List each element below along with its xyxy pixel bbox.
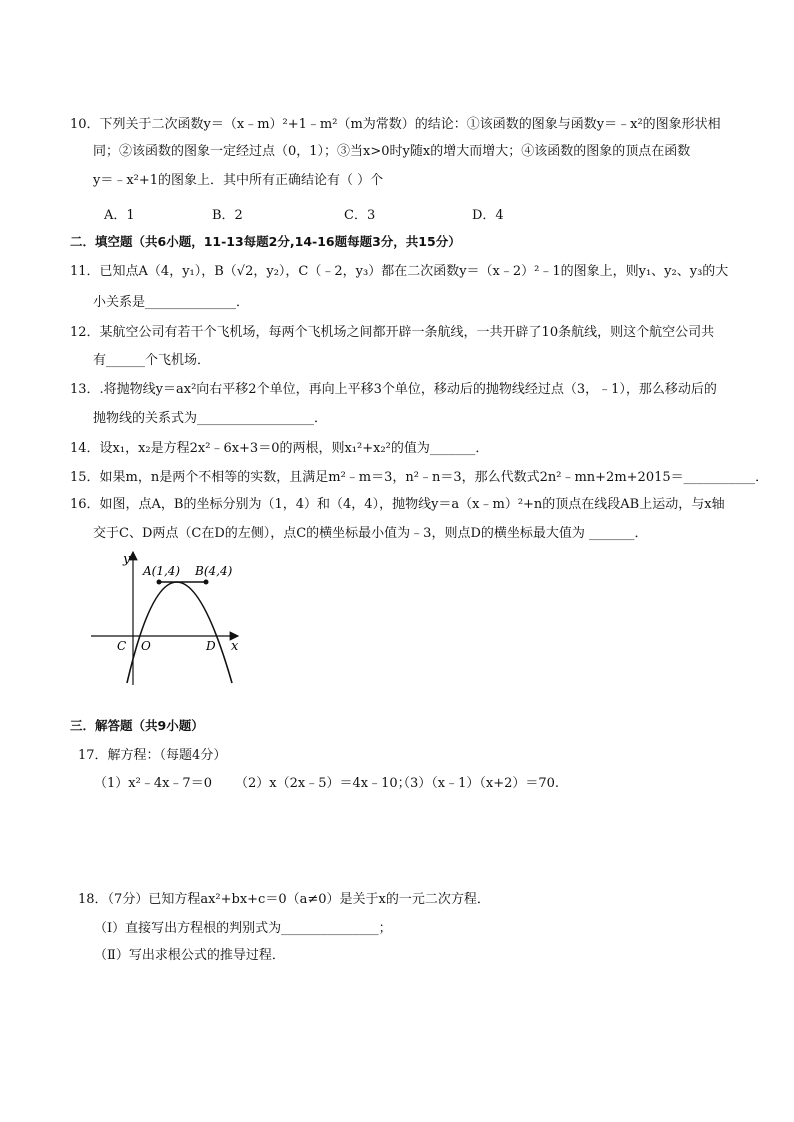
q16-line-1: 16．如图，点A，B的坐标分别为（1，4）和（4，4），抛物线y＝a（x﹣m）²+n的顶点在线段AB上运动，与x轴 [70, 497, 725, 512]
q17-part-1: （1）x²﹣4x﹣7＝0 [94, 776, 212, 791]
label-o: O [141, 639, 151, 653]
q16-line-2: 交于C、D两点（C在D的左侧），点C的横坐标最小值为﹣3，则点D的横坐标最大值为 _______． [93, 526, 648, 541]
q14-line: 14．设x₁，x₂是方程2x²﹣6x+3＝0的两根，则x₁²+x₂²的值为_______． [70, 441, 489, 456]
q10-line-3: y＝﹣x²+1的图象上．其中所有正确结论有（ ）个 [93, 173, 384, 188]
q15-line: 15．如果m，n是两个不相等的实数，且满足m²﹣m＝3，n²﹣n＝3，那么代数式2n²﹣mn+2m+2015＝___________． [70, 470, 769, 485]
parabola-curve [127, 582, 232, 683]
point-a [157, 580, 162, 585]
q17-part-2: （2）x（2x﹣5）＝4x﹣10； [235, 776, 411, 791]
q17-part-3: （3）（x﹣1）（x+2）＝70. [397, 776, 560, 791]
q10-option-c: C．3 [344, 208, 376, 223]
label-d: D [206, 639, 216, 653]
parabola-figure [85, 545, 255, 690]
section-3-heading: 三．解答题（共9小题） [70, 718, 204, 733]
q10-line-1: 10．下列关于二次函数y＝（x﹣m）²+1﹣m²（m为常数）的结论：①该函数的图象与函数y＝﹣x²的图象形状相 [70, 117, 721, 132]
q18-title: 18．（7分）已知方程ax²+bx+c＝0（a≠0）是关于x的一元二次方程． [78, 892, 490, 907]
q17-title: 17．解方程：（每题4分） [78, 748, 227, 763]
q10-option-b: B．2 [212, 208, 243, 223]
q12-line-1: 12．某航空公司有若干个飞机场，每两个飞机场之间都开辟一条航线，一共开辟了10条航线，则这个航空公司共 [70, 325, 715, 340]
q10-line-2: 同；②该函数的图象一定经过点（0，1）；③当x>0时y随x的增大而增大；④该函数的图象的顶点在函数 [93, 144, 691, 159]
label-a: A(1,4) [143, 564, 181, 578]
label-x: x [231, 639, 239, 654]
q11-line-2: 小关系是______________． [93, 295, 250, 310]
q11-line-1: 11．已知点A（4，y₁），B（√2，y₂），C（﹣2，y₃）都在二次函数y＝（x﹣2）²﹣1的图象上，则y₁、y₂、y₃的大 [70, 264, 729, 279]
q13-line-1: 13．.将抛物线y＝ax²向右平移2个单位，再向上平移3个单位，移动后的抛物线经过点（3，﹣1），那么移动后的 [70, 382, 717, 397]
q12-line-2: 有______个飞机场． [93, 353, 211, 368]
q10-option-d: D．4 [472, 208, 504, 223]
q10-option-a: A．1 [104, 208, 135, 223]
label-y: y [123, 552, 131, 567]
q13-line-2: 抛物线的关系式为__________________． [93, 411, 328, 426]
q18-part-2: （Ⅱ）写出求根公式的推导过程． [94, 948, 285, 963]
label-b: B(4,4) [195, 564, 233, 578]
label-c: C [117, 639, 127, 653]
q18-part-1: （Ⅰ）直接写出方程根的判别式为_______________； [94, 921, 392, 936]
point-b [204, 580, 209, 585]
section-2-heading: 二．填空题（共6小题，11-13每题2分,14-16题每题3分，共15分） [70, 234, 461, 249]
